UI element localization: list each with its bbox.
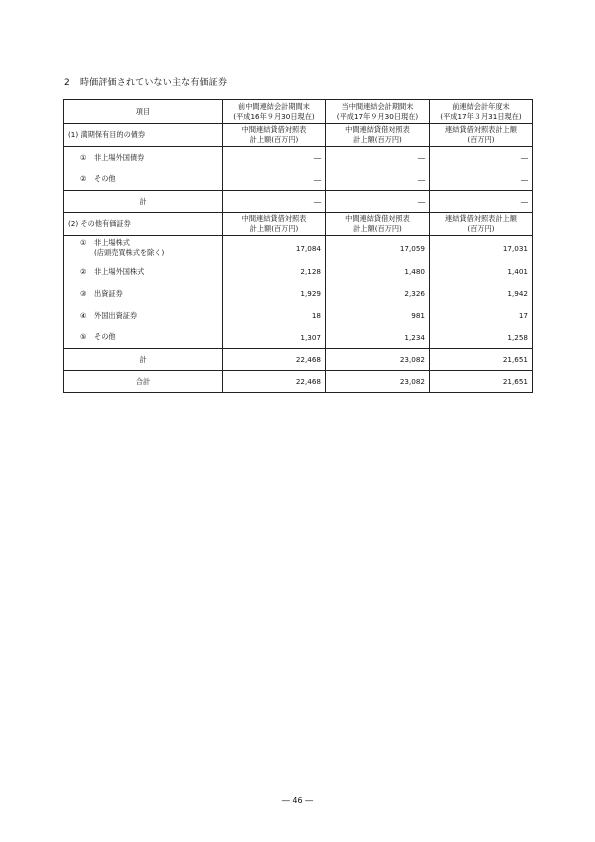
header-col2: 当中間連結会計期間末 (平成17年９月30日現在) [326, 100, 430, 124]
section2-header-row [64, 213, 533, 236]
section1-total-row: 計 ― ― ― [64, 191, 533, 213]
grand-total-row: 合計 22,468 23,082 21,651 [64, 371, 533, 393]
table-row: ④ 外国出資証券 18 981 17 [64, 305, 533, 327]
column-header-row [64, 100, 533, 124]
section2-h2: 中間連結貸借対照表 計上額(百万円) [326, 213, 430, 236]
section1-h1: 中間連結貸借対照表 計上額(百万円) [223, 124, 326, 147]
section1-title: (1) 満期保有目的の債券 [64, 124, 223, 147]
section1-header-row [64, 124, 533, 147]
table-row: ② 非上場外国株式 2,128 1,480 1,401 [64, 261, 533, 283]
section-heading [64, 75, 227, 88]
header-item: 項目 [64, 100, 223, 124]
table-row: ① 非上場株式 (店頭売買株式を除く) 17,084 17,059 17,031 [64, 236, 533, 261]
section1-h2: 中間連結貸借対照表 計上額(百万円) [326, 124, 430, 147]
section1-h3: 連結貸借対照表計上額 (百万円) [430, 124, 533, 147]
section2-total-row: 計 22,468 23,082 21,651 [64, 349, 533, 371]
table-row: ① 非上場外国債券 ― ― ― [64, 147, 533, 169]
heading-number: 2 [64, 78, 70, 88]
page-number: ― 46 ― [281, 796, 314, 805]
securities-table [63, 99, 533, 393]
section2-h1: 中間連結貸借対照表 計上額(百万円) [223, 213, 326, 236]
header-col3: 前連結会計年度末 (平成17年３月31日現在) [430, 100, 533, 124]
header-col1: 前中間連結会計期間末 (平成16年９月30日現在) [223, 100, 326, 124]
table-row: ② その他 ― ― ― [64, 169, 533, 191]
heading-title: 時価評価されていない主な有価証券 [79, 78, 228, 88]
section2-title: (2) その他有価証券 [64, 213, 223, 236]
table-row: ⑤ その他 1,307 1,234 1,258 [64, 327, 533, 349]
section2-h3: 連結貸借対照表計上額 (百万円) [430, 213, 533, 236]
table-row: ③ 出資証券 1,929 2,326 1,942 [64, 283, 533, 305]
